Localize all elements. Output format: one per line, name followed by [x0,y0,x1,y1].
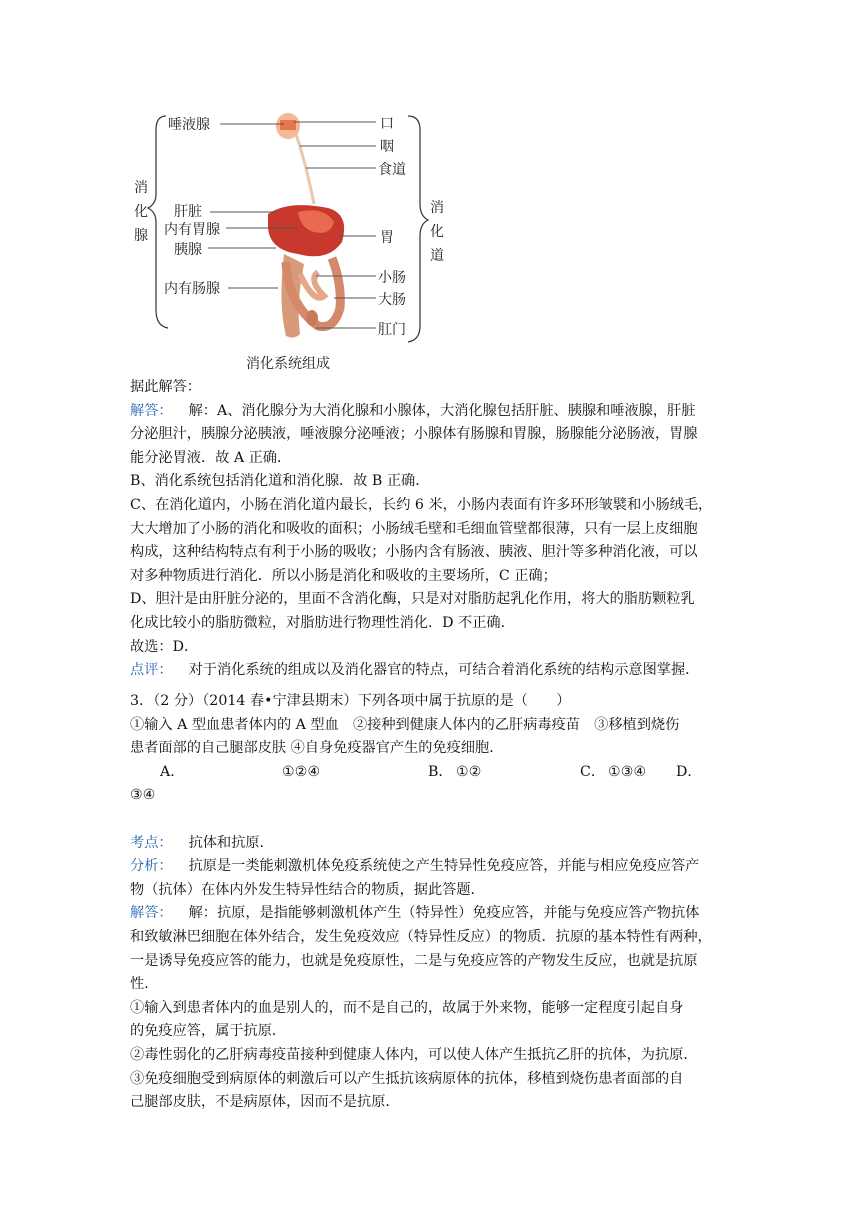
figure-caption: 消化系统组成 [246,356,330,372]
q3-jieda-line: 一是诱导免疫应答的能力，也就是免疫原性，二是与免疫应答的产物发生反应，也就是抗原 [130,952,698,969]
q3-kaodian-line [130,832,730,856]
label-liver: 肝脏 [174,204,202,220]
option-c-value: ①③④ [608,763,647,780]
option-b-value: ①② [456,763,482,780]
q3-section [130,690,730,1115]
q3-jieda-line: ③免疫细胞受到病原体的刺激后可以产生抵抗该病原体的抗体，移植到烧伤患者面部的自 [130,1070,684,1087]
q2-answer-line: 化成比较小的脂肪微粒，对脂肪进行物理性消化．D 不正确． [130,614,515,631]
left-group-char-3: 腺 [134,228,148,244]
q2-comment-text: 对于消化系统的组成以及消化器官的特点，可结合着消化系统的结构示意图掌握． [188,662,700,679]
q2-intro: 据此解答： [130,379,201,395]
q2-answer-line: 故选：D． [130,638,199,655]
label-stomach: 胃 [380,230,394,246]
left-group-char-1: 消 [134,180,148,196]
q3-stem: 3．（2 分）（2014 春•宁津县期末）下列各项中属于抗原的是（ ） [130,693,571,709]
label-gastric-gland: 内有胃腺 [164,222,220,238]
q2-section [130,376,730,683]
label-mouth: 口 [380,116,394,132]
label-large-intestine: 大肠 [378,292,406,308]
option-a-value: ①②④ [282,763,321,780]
option-d-value: ③④ [130,787,156,804]
q3-fenxi-line [130,855,730,879]
right-group-char-1: 消 [430,200,444,216]
q2-answer-line [130,400,730,424]
fenxi-tag: 分析： [130,858,173,875]
right-group-char-3: 道 [430,248,444,264]
option-a-label: A． [160,763,185,780]
q2-answer-line: 构成，这种结构特点有利于小肠的吸收；小肠内含有肠液、胰液、胆汁等多种消化液，可以 [130,544,698,561]
label-salivary-gland: 唾液腺 [168,117,210,133]
digestive-organs-illustration [268,113,344,338]
q2-answer-line: 分泌胆汁，胰腺分泌胰液，唾液腺分泌唾液；小腺体有肠腺和胃腺，肠腺能分泌肠液，胃腺 [130,426,698,443]
q2-answer-line: 对多种物质进行消化．所以小肠是消化和吸收的主要场所，C 正确； [130,567,557,584]
q3-jieda-line [130,902,730,926]
option-d-label: D． [676,763,702,780]
answer-tag: 解答： [130,402,173,419]
q3-jieda-line: 和致敏淋巴细胞在体外结合，发生免疫效应（特异性反应）的物质．抗原的基本特性有两种， [130,928,712,945]
digestive-system-figure [128,104,458,380]
q2-answer-line: C、在消化道内，小肠在消化道内最长，长约 6 米，小肠内表面有许多环形皱襞和小肠绒毛， [130,496,713,513]
label-anus: 肛门 [378,322,406,338]
q2-answer-text: 解：A、消化腺分为大消化腺和小腺体，大消化腺包括肝脏、胰腺和唾液腺，肝脏 [188,402,696,419]
right-group-char-2: 化 [430,224,444,240]
jieda-tag: 解答： [130,905,173,922]
label-pharynx: 咽 [380,139,394,155]
q3-fenxi-line: 物（抗体）在体内外发生特异性结合的物质，据此答题． [130,881,485,898]
q3-jieda-text: 解：抗原，是指能够刺激机体产生（特异性）免疫应答，并能与免疫应答产物抗体 [188,905,700,922]
q3-jieda-line: ②毒性弱化的乙肝病毒疫苗接种到健康人体内，可以使人体产生抵抗乙肝的抗体，为抗原． [130,1046,698,1063]
q3-jieda-line: 的免疫应答，属于抗原． [130,1023,287,1040]
q2-comment-line [130,659,730,683]
label-pancreas: 胰腺 [174,242,202,258]
q3-items-line: ①输入 A 型血患者体内的 A 型血 ②接种到健康人体内的乙肝病毒疫苗 ③移植到烧伤 [130,716,680,733]
q3-jieda-line: ①输入到患者体内的血是别人的，而不是自己的，故属于外来物，能够一定程度引起自身 [130,999,684,1016]
q2-answer-line: B、消化系统包括消化道和消化腺．故 B 正确． [130,473,430,490]
q2-answer-line: 大大增加了小肠的消化和吸收的面积；小肠绒毛壁和毛细血管壁都很薄，只有一层上皮细胞 [130,520,698,537]
option-c-label: C． [580,763,606,780]
q3-fenxi-text: 抗原是一类能刺激机体免疫系统使之产生特异性免疫应答，并能与相应免疫应答产 [188,858,700,875]
kaodian-tag: 考点： [130,834,173,851]
right-brace [408,116,428,342]
comment-tag: 点评： [130,662,173,679]
q2-answer-line: D、胆汁是由肝脏分泌的，里面不含消化酶，只是对对脂肪起乳化作用，将大的脂肪颗粒乳 [130,591,695,608]
label-small-intestine: 小肠 [378,270,406,286]
option-b-label: B． [428,763,453,780]
q3-jieda-line: 己腿部皮肤，不是病原体，因而不是抗原． [130,1094,400,1111]
label-esophagus: 食道 [378,162,406,178]
q3-items-line: 患者面部的自己腿部皮肤 ④自身免疫器官产生的免疫细胞． [130,740,504,757]
label-intestinal-gland: 内有肠腺 [164,281,220,297]
left-group-char-2: 化 [134,204,148,220]
q2-answer-line: 能分泌胃液．故 A 正确． [130,449,292,466]
blank-line [130,808,730,832]
q3-jieda-line: 性． [130,976,159,993]
q3-kaodian-text: 抗体和抗原． [188,834,274,851]
q3-options-line [130,761,730,785]
